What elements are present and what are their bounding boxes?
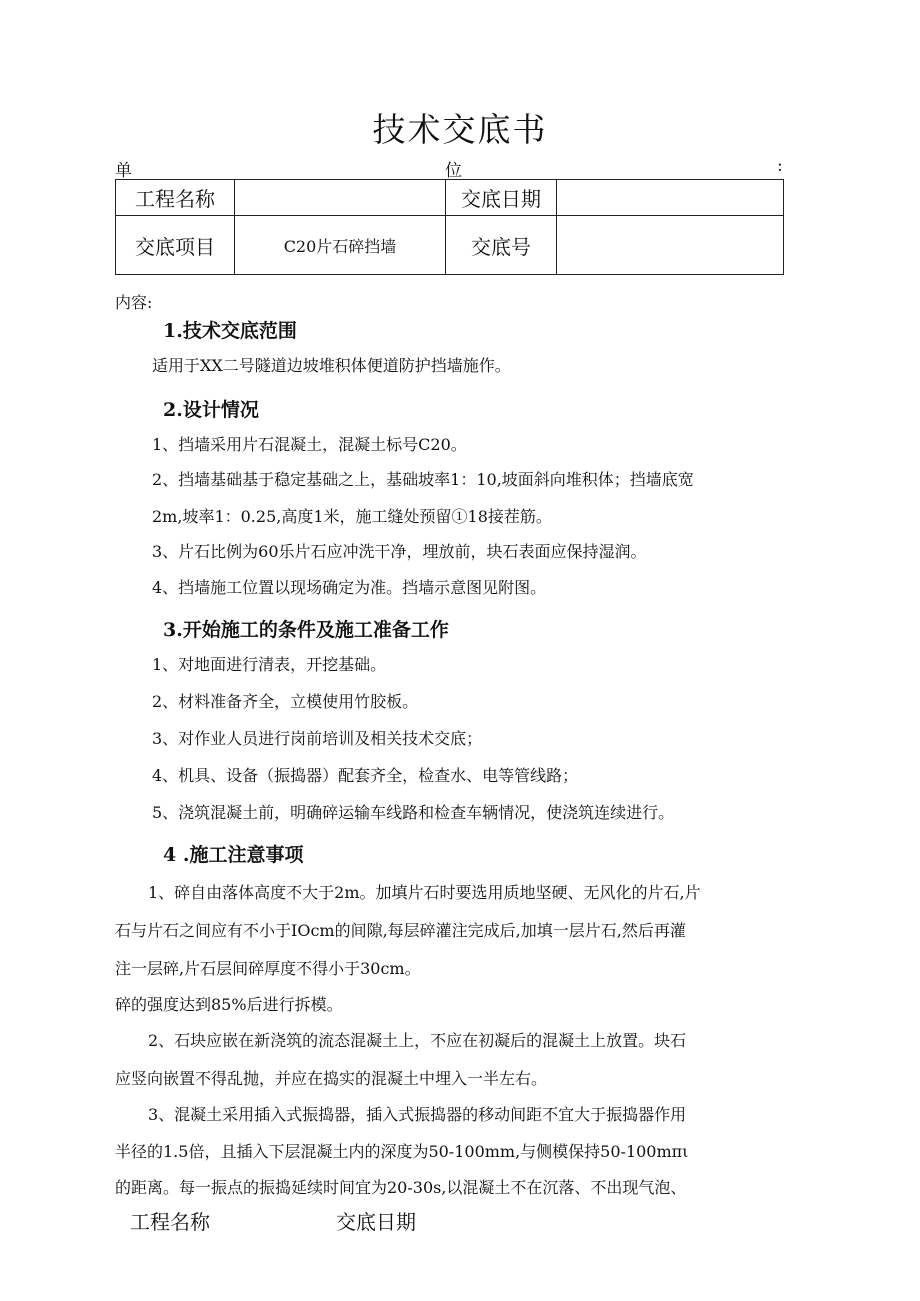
section-3-line: 5、浇筑混凝土前，明确碎运输车线路和检查车辆情况，使浇筑连续进行。 xyxy=(152,803,675,822)
section-2-line: 2m,坡率1：0.25,高度1米，施工缝处预留①18接茬筋。 xyxy=(152,507,552,526)
section-4-line: 注一层碎,片石层间碎厚度不得小于30cm。 xyxy=(115,959,421,978)
page-title: 技术交底书 xyxy=(372,110,548,149)
date-label: 交底日期 xyxy=(446,180,557,216)
footer-project-name-label: 工程名称 xyxy=(130,1210,210,1234)
item-label: 交底项目 xyxy=(116,216,235,275)
section-2-line: 4、挡墙施工位置以现场确定为准。挡墙示意图见附图。 xyxy=(152,578,547,597)
section-2-line: 3、片石比例为60乐片石应冲洗干净，埋放前，块石表面应保持湿润。 xyxy=(152,542,647,561)
footer-date-label: 交底日期 xyxy=(336,1210,416,1234)
section-4-line: 碎的强度达到85%后进行拆模。 xyxy=(115,995,343,1014)
project-name-label: 工程名称 xyxy=(116,180,235,216)
section-3-line: 4、机具、设备（振捣器）配套齐全，检查水、电等管线路； xyxy=(152,766,579,785)
number-label: 交底号 xyxy=(446,216,557,275)
section-3-line: 3、对作业人员进行岗前培训及相关技术交底； xyxy=(152,729,483,748)
section-4-line: 3、混凝土采用插入式振捣器，插入式振捣器的移动间距不宜大于振捣器作用 xyxy=(148,1105,687,1124)
section-2-line: 2、挡墙基础基于稳定基础之上，基础坡率1：10,坡面斜向堆积体；挡墙底宽 xyxy=(152,470,694,489)
unit-label-mid: 位 xyxy=(445,161,462,181)
section-2-heading: 2.设计情况 xyxy=(163,399,259,421)
unit-label: 单 xyxy=(115,161,132,181)
section-3-line: 1、对地面进行清表，开挖基础。 xyxy=(152,655,387,674)
date-value xyxy=(557,180,784,216)
section-3-heading: 3.开始施工的条件及施工准备工作 xyxy=(163,619,449,641)
item-value: C20片石碎挡墙 xyxy=(235,216,446,275)
content-label: 内容: xyxy=(115,293,153,312)
section-2-line: 1、挡墙采用片石混凝土，混凝土标号C20。 xyxy=(152,435,467,454)
section-4-line: 应竖向嵌置不得乱抛，并应在捣实的混凝土中埋入一半左右。 xyxy=(115,1069,548,1088)
section-4-line: 的距离。每一振点的振捣延续时间宜为20-30s,以混凝土不在沉落、不出现气泡、 xyxy=(115,1178,687,1197)
unit-colon: : xyxy=(777,156,783,176)
section-4-heading: 4 .施工注意事项 xyxy=(163,844,304,866)
section-4-line: 1、碎自由落体高度不大于2m。加填片石时要选用质地坚硬、无风化的片石,片 xyxy=(148,883,701,902)
section-3-line: 2、材料准备齐全，立模使用竹胶板。 xyxy=(152,692,419,711)
section-4-line: 半径的1.5倍，且插入下层混凝土内的深度为50-100mm,与侧模保持50-100mπι xyxy=(115,1142,689,1161)
section-4-line: 2、石块应嵌在新浇筑的流态混凝土上，不应在初凝后的混凝土上放置。块石 xyxy=(148,1031,687,1050)
number-value xyxy=(557,216,784,275)
section-4-line: 石与片石之间应有不小于IOcm的间隙,每层碎灌注完成后,加填一层片石,然后再灌 xyxy=(115,921,686,940)
section-1-line: 适用于XX二号隧道边坡堆积体便道防护挡墙施作。 xyxy=(152,356,511,375)
section-1-heading: 1.技术交底范围 xyxy=(163,320,297,342)
project-name-value xyxy=(235,180,446,216)
info-table xyxy=(115,179,784,275)
